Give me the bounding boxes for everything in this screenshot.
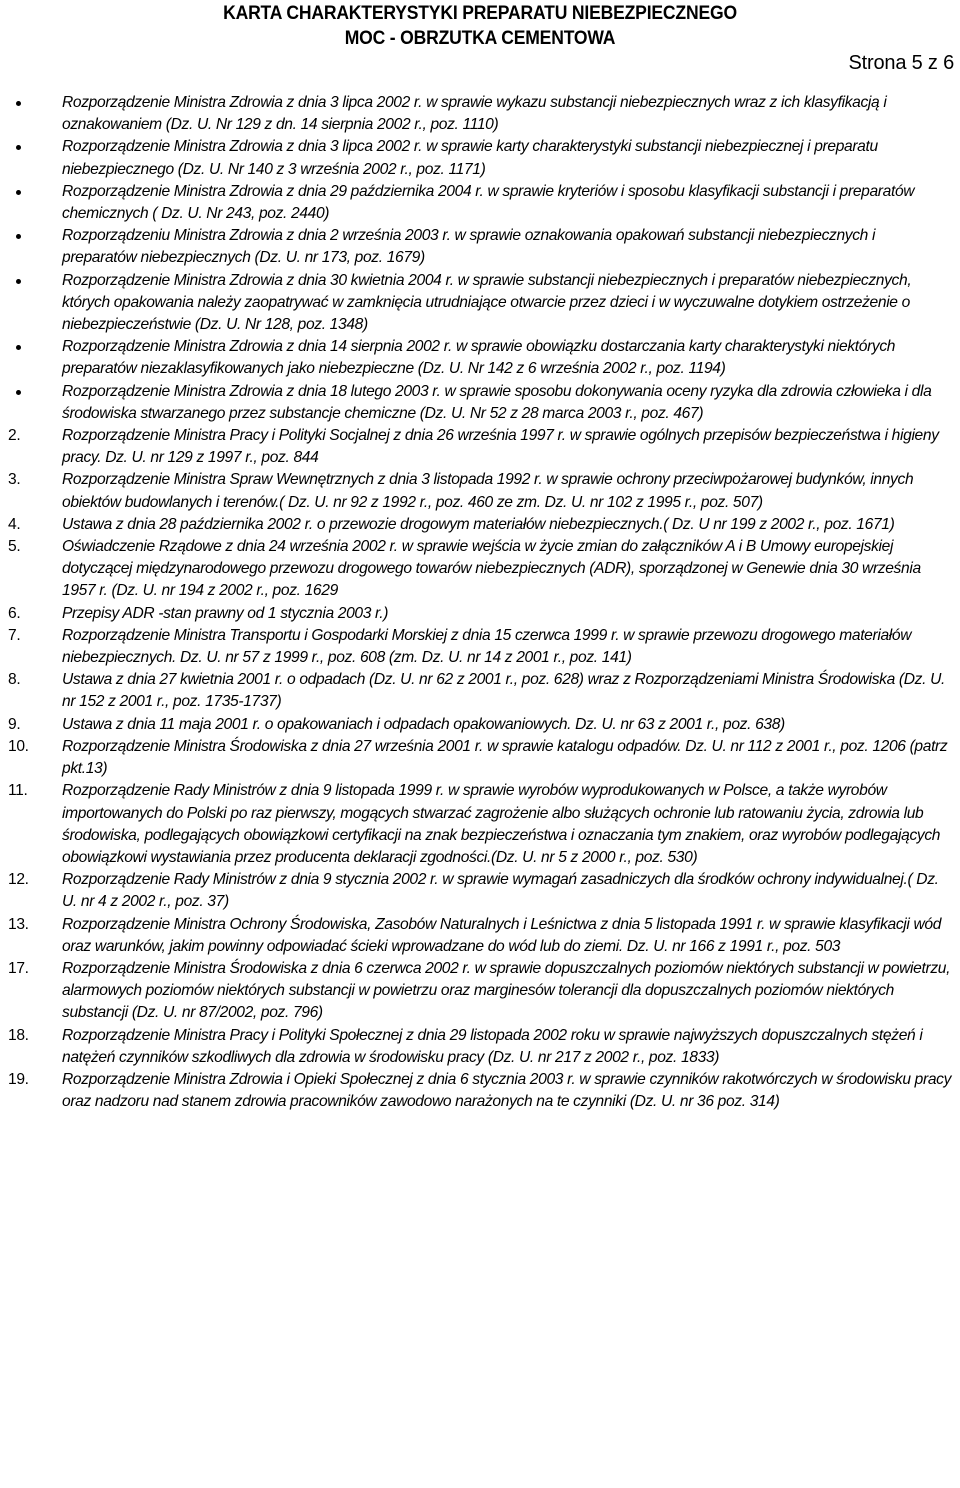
regulations-list <box>0 92 960 1113</box>
list-item-text: Rozporządzenie Ministra Zdrowia z dnia 14 sierpnia 2002 r. w sprawie obowiązku dostarczania karty charakterystyki niektórych preparatów niezaklasyfikowanych jako niebezpieczne (Dz. U. Nr 142 z 6 września 2002 r., poz. 1194) <box>62 338 896 378</box>
item-number: 3. <box>8 471 21 489</box>
item-number: 6. <box>8 604 21 622</box>
list-item-text: Rozporządzenie Ministra Zdrowia z dnia 18 lutego 2003 r. w sprawie sposobu dokonywania oceny ryzyka dla zdrowia człowieka i dla środowiska stwarzanego przez substancje chemiczne (Dz. U. Nr 52 z 28 marca 2003 r., poz. 467) <box>62 382 932 422</box>
list-item-text: Rozporządzenie Ministra Zdrowia z dnia 30 kwietnia 2004 r. w sprawie substancji niebezpiecznych i preparatów niebezpiecznych, których opakowania należy zaopatrywać w zamknięcia utrudniające otwarcie przez dzieci i w wyczuwalne dotykiem ostrzeżenie o niebezpieczeństwie (Dz. U. Nr 128, poz. 1348) <box>62 271 912 334</box>
item-text: Oświadczenie Rządowe z dnia 24 września 2002 r. w sprawie wejścia w życie zmian do załączników A i B Umowy europejskiej dotyczącej międzynarodowego przewozu drogowego towarów niebezpiecznych (ADR), sporządzonej w Genewie dnia 30 września 1957 r. (Dz. U. nr 194 z 2002 r., poz. 1629 <box>62 538 921 600</box>
list-item <box>0 136 960 180</box>
item-number: 10. <box>8 737 29 755</box>
item-text: Rozporządzenie Rady Ministrów z dnia 9 stycznia 2002 r. w sprawie wymagań zasadniczych dla środków ochrony indywidualnej.( Dz. U. nr 4 z 2002 r., poz. 37) <box>62 871 939 911</box>
numbered-item <box>0 780 960 869</box>
item-text: Ustawa z dnia 28 października 2002 r. o przewozie drogowym materiałów niebezpiecznych.( Dz. U nr 199 z 2002 r., poz. 1671) <box>62 515 895 533</box>
list-item <box>0 270 960 337</box>
numbered-item <box>0 425 960 469</box>
item-text: Rozporządzenie Rady Ministrów z dnia 9 listopada 1999 r. w sprawie wyrobów wyprodukowanych w Polsce, a także wyrobów importowanych do Polski po raz pierwszy, mogących stwarzać zagrożenie albo służących ochronie lub ratowaniu życia, zdrowia lub środowiska, podlegających obowiązkowi certyfikacji na znak bezpieczeństwa i oznaczania tym znakiem, oraz wyrobów podlegających obowiązkowi wystawiania przez producenta deklaracji zgodności.(Dz. U. nr 5 z 2000 r., poz. 530) <box>62 782 941 866</box>
item-text: Rozporządzenie Ministra Środowiska z dnia 27 września 2001 r. w sprawie katalogu odpadów. Dz. U. nr 112 z 2001 r., poz. 1206 (patrz pkt.13) <box>62 737 948 778</box>
item-number: 9. <box>8 715 21 733</box>
bullet-icon <box>16 145 21 150</box>
item-number: 17. <box>8 959 29 977</box>
item-text: Rozporządzenie Ministra Środowiska z dnia 6 czerwca 2002 r. w sprawie dopuszczalnych poziomów niektórych substancji w powietrzu, alarmowych poziomów niektórych substancji w powietrzu oraz marginesów tolerancji dla dopuszczalnych poziomów niektórych substancji (Dz. U. nr 87/2002, poz. 796) <box>62 959 951 1022</box>
numbered-item <box>0 669 960 713</box>
numbered-item <box>0 736 960 780</box>
numbered-item <box>0 1025 960 1069</box>
page-number: Strona 5 z 6 <box>848 52 954 74</box>
bullet-icon <box>16 390 21 395</box>
item-text: Przepisy ADR -stan prawny od 1 stycznia 2003 r.) <box>62 604 389 622</box>
item-number: 12. <box>8 871 29 889</box>
numbered-item <box>0 714 960 736</box>
bullet-icon <box>16 234 21 239</box>
numbered-item <box>0 914 960 958</box>
item-number: 7. <box>8 626 21 644</box>
item-number: 13. <box>8 915 29 933</box>
bullet-icon <box>16 345 21 350</box>
item-number: 18. <box>8 1026 29 1044</box>
list-item-text: Rozporządzenie Ministra Zdrowia z dnia 29 października 2004 r. w sprawie kryteriów i sposobu klasyfikacji substancji i preparatów chemicznych ( Dz. U. Nr 243, poz. 2440) <box>62 182 915 223</box>
list-item <box>0 181 960 225</box>
numbered-item <box>0 958 960 1025</box>
item-text: Rozporządzenie Ministra Pracy i Polityki Społecznej z dnia 29 listopada 2002 roku w sprawie najwyższych dopuszczalnych stężeń i natężeń czynników szkodliwych dla zdrowia w środowisku pracy (Dz. U. nr 217 z 2002 r., poz. 1833) <box>62 1026 923 1066</box>
numbered-item <box>0 603 960 625</box>
numbered-item <box>0 536 960 603</box>
list-item <box>0 92 960 136</box>
item-text: Rozporządzenie Ministra Ochrony Środowiska, Zasobów Naturalnych i Leśnictwa z dnia 5 listopada 1991 r. w sprawie klasyfikacji wód oraz warunków, jakim powinny odpowiadać ścieki wprowadzane do wód lub do ziemi. Dz. U. nr 166 z 1991 r., poz. 503 <box>62 915 942 955</box>
item-number: 4. <box>8 515 21 533</box>
bullet-icon <box>16 190 21 195</box>
document-title: KARTA CHARAKTERYSTYKI PREPARATU NIEBEZPIECZNEGO <box>223 2 737 24</box>
item-text: Rozporządzenie Ministra Spraw Wewnętrznych z dnia 3 listopada 1992 r. w sprawie ochrony przeciwpożarowej budynków, innych obiektów budowlanych i terenów.( Dz. U. nr 92 z 1992 r., poz. 460 ze zm. Dz. U. nr 102 z 1995 r., poz. 507) <box>62 471 914 511</box>
numbered-item <box>0 625 960 669</box>
item-number: 11. <box>8 782 28 800</box>
item-text: Rozporządzenie Ministra Pracy i Polityki Socjalnej z dnia 26 września 1997 r. w sprawie ogólnych przepisów bezpieczeństwa i higieny pracy. Dz. U. nr 129 z 1997 r., poz. 844 <box>62 427 939 467</box>
numbered-item <box>0 869 960 913</box>
bullet-icon <box>16 101 21 106</box>
list-item-text: Rozporządzenie Ministra Zdrowia z dnia 3 lipca 2002 r. w sprawie wykazu substancji niebezpiecznych wraz z ich klasyfikacją i oznakowaniem (Dz. U. Nr 129 z dn. 14 sierpnia 2002 r., poz. 1110) <box>62 94 887 134</box>
item-text: Rozporządzenie Ministra Transportu i Gospodarki Morskiej z dnia 15 czerwca 1999 r. w sprawie przewozu drogowego materiałów niebezpiecznych. Dz. U. nr 57 z 1999 r., poz. 608 (zm. Dz. U. nr 14 z 2001 r., poz. 141) <box>62 626 912 667</box>
list-item <box>0 225 960 269</box>
item-number: 5. <box>8 538 21 556</box>
item-number: 2. <box>8 427 21 445</box>
list-item <box>0 381 960 425</box>
list-item <box>0 336 960 380</box>
item-text: Ustawa z dnia 11 maja 2001 r. o opakowaniach i odpadach opakowaniowych. Dz. U. nr 63 z 2001 r., poz. 638) <box>62 715 785 733</box>
item-number: 8. <box>8 671 21 689</box>
item-number: 19. <box>8 1070 29 1088</box>
bullet-icon <box>16 279 21 284</box>
numbered-item <box>0 469 960 513</box>
item-text: Rozporządzenie Ministra Zdrowia i Opieki Społecznej z dnia 6 stycznia 2003 r. w sprawie czynników rakotwórczych w środowisku pracy oraz nadzoru nad stanem zdrowia pracowników zawodowo narażonych na te czynniki (Dz. U. nr 36 poz. 314) <box>62 1070 952 1111</box>
item-text: Ustawa z dnia 27 kwietnia 2001 r. o odpadach (Dz. U. nr 62 z 2001 r., poz. 628) wraz z Rozporządzeniami Ministra Środowiska (Dz. U. nr 152 z 2001 r., poz. 1735-1737) <box>62 671 945 711</box>
numbered-item <box>0 1069 960 1113</box>
numbered-item <box>0 514 960 536</box>
product-name: MOC - OBRZUTKA CEMENTOWA <box>344 27 616 49</box>
list-item-text: Rozporządzeniu Ministra Zdrowia z dnia 2 września 2003 r. w sprawie oznakowania opakowań substancji niebezpiecznych i preparatów niebezpiecznych (Dz. U. nr 173, poz. 1679) <box>62 227 876 267</box>
list-item-text: Rozporządzenie Ministra Zdrowia z dnia 3 lipca 2002 r. w sprawie karty charakterystyki substancji niebezpiecznej i preparatu niebezpiecznego (Dz. U. Nr 140 z 3 września 2002 r., poz. 1171) <box>62 138 878 178</box>
